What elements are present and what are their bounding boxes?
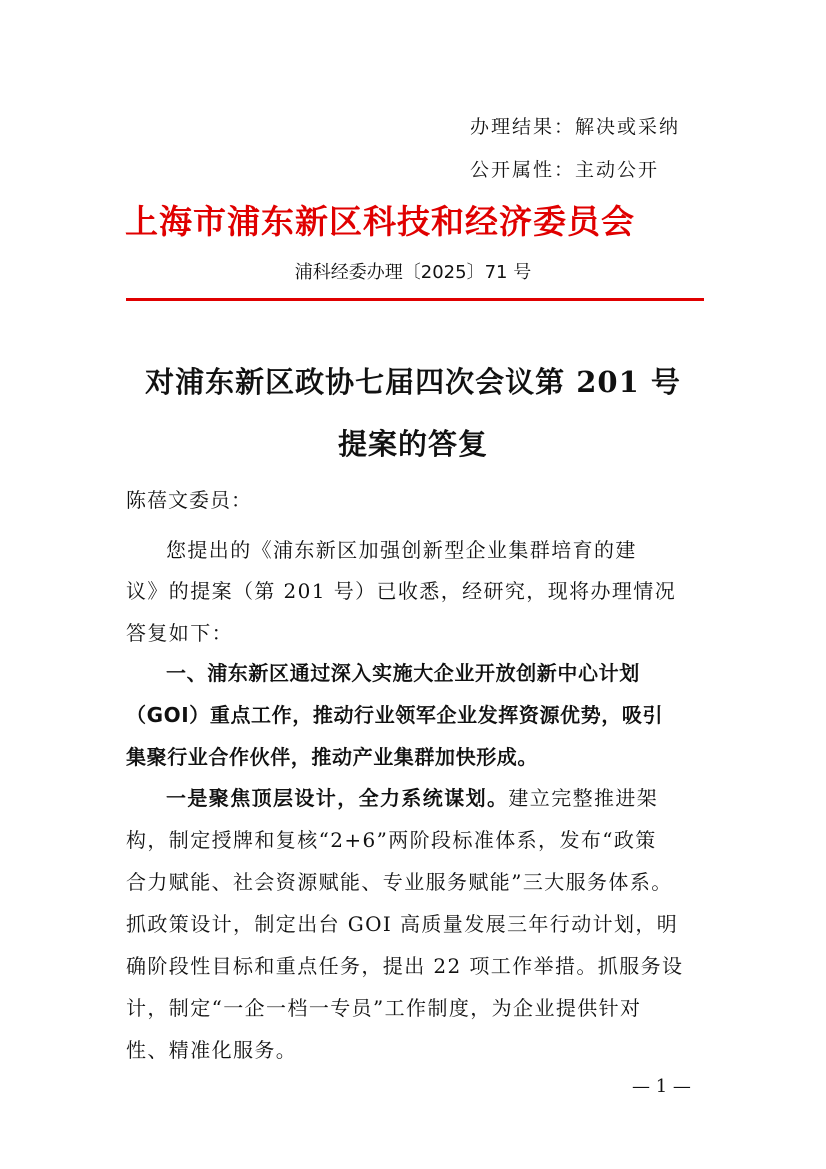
section1-heading-line-3: 集聚行业合作伙伴，推动产业集群加快形成。 — [126, 745, 538, 769]
handling-result: 办理结果：解决或采纳 — [470, 116, 681, 138]
document-title-line-2: 提案的答复 — [337, 427, 488, 461]
document-title-line-1: 对浦东新区政协七届四次会议第 201 号 — [145, 365, 681, 399]
point1-first-line-rest: 建立完整推进架 — [508, 786, 659, 810]
point1-line-5: 确阶段性目标和重点任务，提出 22 项工作举措。抓服务设 — [126, 954, 684, 978]
page-number: — 1 — — [632, 1076, 691, 1097]
disclosure-attribute: 公开属性：主动公开 — [470, 159, 660, 181]
point1-line-7: 性、精准化服务。 — [126, 1038, 298, 1062]
salutation: 陈蓓文委员： — [126, 488, 252, 512]
point1-lead: 一是聚焦顶层设计，全力系统谋划。 — [166, 786, 509, 810]
intro-line-3: 答复如下： — [126, 621, 233, 645]
point1-line-3: 合力赋能、社会资源赋能、专业服务赋能”三大服务体系。 — [126, 870, 673, 894]
intro-line-2: 议》的提案（第 201 号）已收悉，经研究，现将办理情况 — [126, 579, 677, 603]
document-number: 浦科经委办理〔2025〕71 号 — [294, 262, 532, 283]
point1-line-2: 构，制定授牌和复核“2+6”两阶段标准体系，发布“政策 — [126, 828, 657, 852]
point1-line-4: 抓政策设计，制定出台 GOI 高质量发展三年行动计划，明 — [126, 912, 679, 936]
issuer-name: 上海市浦东新区科技和经济委员会 — [125, 202, 635, 241]
section1-heading-line-1: 一、浦东新区通过深入实施大企业开放创新中心计划 — [166, 661, 640, 685]
section1-heading-line-2: （GOI）重点工作，推动行业领军企业发挥资源优势，吸引 — [126, 703, 664, 727]
point1-first-line — [166, 782, 736, 811]
point1-line-6: 计，制定“一企一档一专员”工作制度，为企业提供针对 — [126, 996, 642, 1020]
intro-line-1: 您提出的《浦东新区加强创新型企业集群培育的建 — [166, 538, 637, 562]
red-divider — [126, 298, 704, 301]
